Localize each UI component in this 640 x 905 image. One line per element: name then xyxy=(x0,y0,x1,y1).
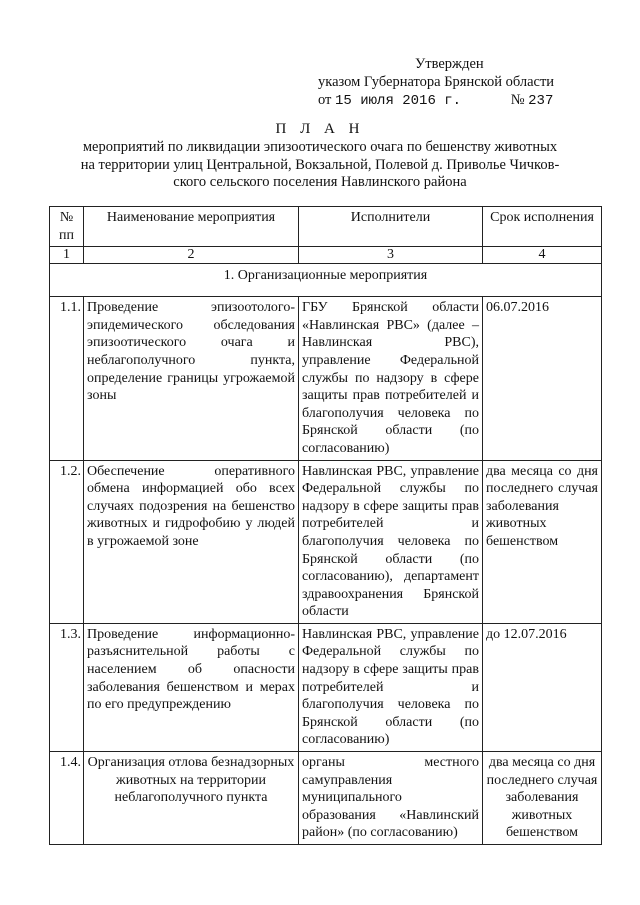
row-executors: ГБУ Брянской области «Навлинская РВС» (далее – Навлинская РВС), управление Федеральной службы по надзору в сфере защиты прав потребителей и благополучия человека по Брянской области (по согласованию) xyxy=(299,297,483,460)
row-name: Проведение эпизоотолого-эпидемического обследования эпизоотического очага и неблагополучного пункта, определение границы угрожаемой зоны xyxy=(84,297,299,460)
decree-date: 15 июля 2016 г. xyxy=(335,93,462,109)
header-executors: Исполнители xyxy=(299,207,483,247)
decree-date-line xyxy=(318,91,554,110)
plan-table xyxy=(49,206,602,845)
decree-label: указом Губернатора Брянской области xyxy=(318,74,555,90)
date-prefix: от xyxy=(318,92,332,108)
header-name: Наименование мероприятия xyxy=(84,207,299,247)
subtitle-line: мероприятий по ликвидации эпизоотического очага по бешенству животных xyxy=(82,139,558,155)
column-number-row xyxy=(50,247,602,264)
approved-label: Утвержден xyxy=(415,56,484,72)
row-number: 1.1. xyxy=(50,297,84,460)
column-number: 4 xyxy=(483,247,602,264)
decree-number: 237 xyxy=(528,93,554,109)
row-deadline: два месяца со дня последнего случая заболевания животных бешенством xyxy=(483,460,602,623)
column-number: 1 xyxy=(50,247,84,264)
table-row xyxy=(50,752,602,845)
row-number: 1.2. xyxy=(50,460,84,623)
row-deadline: до 12.07.2016 xyxy=(483,623,602,751)
table-header-row xyxy=(50,207,602,247)
header-deadline: Срок исполнения xyxy=(483,207,602,247)
row-deadline: два месяца со дня последнего случая заболевания животных бешенством xyxy=(483,752,602,845)
number-label: № xyxy=(510,92,525,108)
section-row xyxy=(50,264,602,297)
row-executors: Навлинская РВС, управление Федеральной службы по надзору в сфере защиты прав потребителей и благополучия человека по Брянской области (по согласованию) xyxy=(299,623,483,751)
approval-stamp xyxy=(318,55,554,110)
column-number: 2 xyxy=(84,247,299,264)
row-executors: Навлинская РВС, управление Федеральной службы по надзору в сфере защиты прав потребителей и благополучия человека по Брянской области (по согласованию), департамент здравоохранения Брянской области xyxy=(299,460,483,623)
row-name: Проведение информационно-разъяснительной работы с населением об опасности заболевания бешенством и мерах по его предупреждению xyxy=(84,623,299,751)
header-number: № пп xyxy=(50,207,84,247)
row-number: 1.3. xyxy=(50,623,84,751)
plan-subtitle xyxy=(50,139,590,192)
section-title: 1. Организационные мероприятия xyxy=(50,264,602,297)
subtitle-line: ского сельского поселения Навлинского района xyxy=(173,174,467,190)
row-executors: органы местного самуправления муниципального образования «Навлинский район» (по согласованию) xyxy=(299,752,483,845)
column-number: 3 xyxy=(299,247,483,264)
row-name: Обеспечение оперативного обмена информацией обо всех случаях подозрения на бешенство животных и гидрофобию у людей в угрожаемой зоне xyxy=(84,460,299,623)
row-deadline: 06.07.2016 xyxy=(483,297,602,460)
table-row xyxy=(50,297,602,460)
row-number: 1.4. xyxy=(50,752,84,845)
table-row xyxy=(50,460,602,623)
page-title: П Л А Н xyxy=(275,121,365,137)
subtitle-line: на территории улиц Центральной, Вокзальной, Полевой д. Приволье Чичков- xyxy=(80,156,560,173)
table-row xyxy=(50,623,602,751)
row-name: Организация отлова безнадзорных животных на территории неблагополучного пункта xyxy=(84,752,299,845)
